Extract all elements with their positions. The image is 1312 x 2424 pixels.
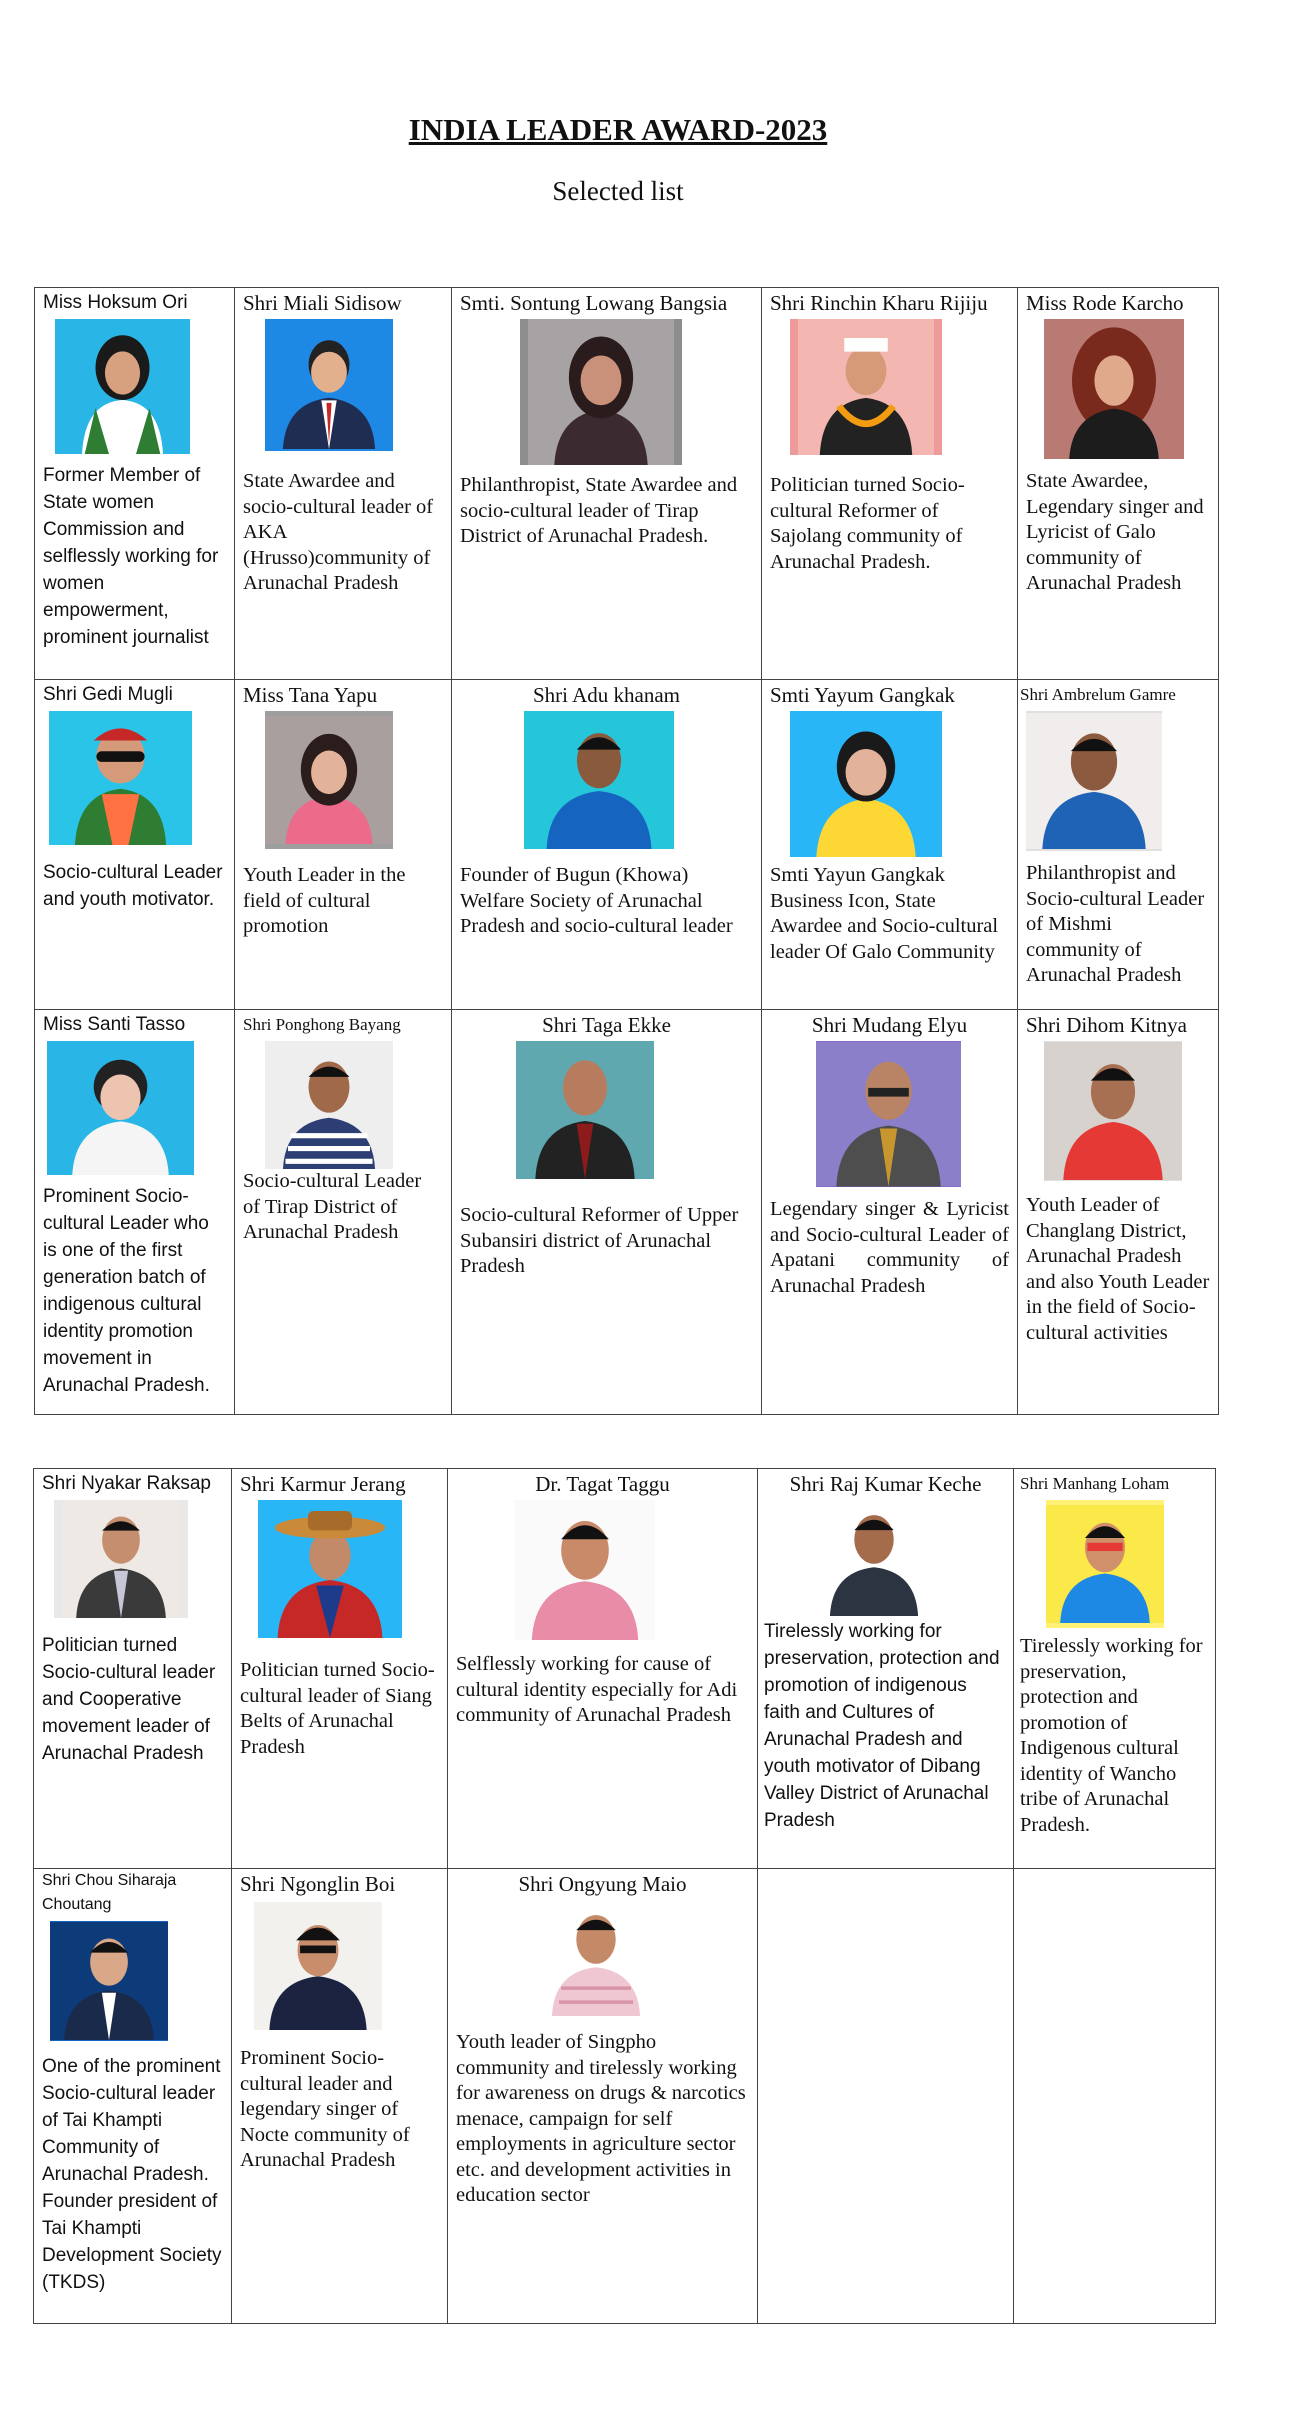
- portrait-icon: [258, 1500, 402, 1638]
- awardee-name: Shri Raj Kumar Keche: [789, 1472, 982, 1496]
- awardee-card: [762, 680, 1018, 1010]
- awardee-card: [34, 1469, 232, 1869]
- awardee-card: [1018, 1010, 1219, 1415]
- awardee-name: Miss Hoksum Ori: [43, 292, 188, 313]
- portrait-icon: [265, 319, 393, 451]
- awardee-card: [448, 1469, 758, 1869]
- portrait-icon: [1046, 1500, 1164, 1628]
- awardee-description: Prominent Socio-cultural leader and legendary singer of Nocte community of Arunachal Pradesh: [240, 2047, 410, 2171]
- awardee-description: Philanthropist and Socio-cultural Leader of Mishmi community of Arunachal Pradesh: [1026, 862, 1205, 986]
- awardee-name: Shri Ponghong Bayang: [243, 1015, 401, 1034]
- awardee-description: Tirelessly working for preservation, protection and promotion of indigenous faith and Cultures of Arunachal Pradesh and youth motivator of Dibang Valley District of Arunachal Pradesh: [764, 1621, 1000, 1831]
- awardee-table-1: [34, 287, 1219, 1415]
- awardee-name: Smti. Sontung Lowang Bangsia: [460, 291, 728, 315]
- awardee-description: Politician turned Socio-cultural leader of Siang Belts of Arunachal Pradesh: [240, 1659, 435, 1758]
- awardee-description: Politician turned Socio-cultural Reformer of Sajolang community of Arunachal Pradesh.: [770, 474, 965, 573]
- awardee-description: Former Member of State women Commission and selflessly working for women empowerment, prominent journalist: [43, 465, 219, 648]
- portrait-icon: [816, 1041, 961, 1187]
- empty-cell: [758, 1869, 1014, 2324]
- portrait-icon: [254, 1900, 382, 2032]
- awardee-description: One of the prominent Socio-cultural leader of Tai Khampti Community of Arunachal Pradesh. Founder president of Tai Khampti Development Society (TKDS): [42, 2056, 222, 2293]
- awardee-card: [758, 1469, 1014, 1869]
- awardee-card: [235, 288, 452, 680]
- portrait-icon: [812, 1500, 936, 1616]
- awardee-description: Tirelessly working for preservation, protection and promotion of Indigenous cultural identity of Wancho tribe of Arunachal Pradesh.: [1020, 1635, 1203, 1836]
- awardee-description: Youth Leader of Changlang District, Arunachal Pradesh and also Youth Leader in the field of Socio-cultural activities: [1026, 1194, 1210, 1344]
- portrait-icon: [1026, 711, 1162, 851]
- awardee-description: Youth Leader in the field of cultural promotion: [243, 864, 406, 937]
- awardee-description: Socio-cultural Leader and youth motivator.: [43, 862, 223, 910]
- portrait-icon: [50, 1921, 168, 2041]
- awardee-description: State Awardee, Legendary singer and Lyricist of Galo community of Arunachal Pradesh: [1026, 470, 1204, 594]
- portrait-icon: [265, 1041, 393, 1169]
- awardee-description: Smti Yayun Gangkak Business Icon, State Awardee and Socio-cultural leader Of Galo Community: [770, 864, 999, 963]
- awardee-description: State Awardee and socio-cultural leader of AKA (Hrusso)community of Arunachal Pradesh: [243, 470, 434, 594]
- awardee-name: Shri Ongyung Maio: [518, 1872, 687, 1896]
- awardee-name: Shri Rinchin Kharu Rijiju: [770, 291, 988, 315]
- awardee-description: Socio-cultural Reformer of Upper Subansiri district of Arunachal Pradesh: [460, 1204, 739, 1277]
- portrait-icon: [1044, 319, 1184, 459]
- awardee-card: [35, 288, 235, 680]
- awardee-description: Selflessly working for cause of cultural identity especially for Adi community of Arunachal Pradesh: [456, 1653, 738, 1726]
- portrait-icon: [265, 711, 393, 849]
- awardee-name: Shri Dihom Kitnya: [1026, 1013, 1187, 1037]
- portrait-icon: [524, 711, 674, 849]
- portrait-icon: [790, 711, 942, 857]
- awardee-card: [232, 1469, 448, 1869]
- awardee-card: [232, 1869, 448, 2324]
- awardee-card: [1018, 288, 1219, 680]
- awardee-name: Miss Tana Yapu: [243, 683, 378, 707]
- awardee-table-2: [33, 1468, 1216, 2324]
- portrait-icon: [47, 1041, 194, 1175]
- awardee-description: Socio-cultural Leader of Tirap District of Arunachal Pradesh: [243, 1170, 422, 1243]
- awardee-description: Philanthropist, State Awardee and socio-cultural leader of Tirap District of Arunachal Pradesh.: [460, 474, 738, 547]
- awardee-card: [452, 288, 762, 680]
- empty-cell: [1014, 1869, 1216, 2324]
- portrait-icon: [790, 319, 942, 455]
- portrait-icon: [49, 711, 192, 845]
- awardee-name: Dr. Tagat Taggu: [535, 1472, 670, 1496]
- awardee-card: [762, 288, 1018, 680]
- portrait-icon: [520, 319, 682, 465]
- awardee-card: [452, 680, 762, 1010]
- awardee-name: Shri Mudang Elyu: [811, 1013, 968, 1037]
- awardee-name: Shri Karmur Jerang: [240, 1472, 406, 1496]
- awardee-card: [34, 1869, 232, 2324]
- awardee-card: [448, 1869, 758, 2324]
- awardee-name: Miss Santi Tasso: [43, 1014, 186, 1035]
- page-subtitle: Selected list: [552, 176, 684, 206]
- awardee-card: [762, 1010, 1018, 1415]
- awardee-name: Smti Yayum Gangkak: [770, 683, 955, 707]
- awardee-card: [452, 1010, 762, 1415]
- awardee-name: Shri Chou Siharaja Choutang: [42, 1872, 177, 1913]
- awardee-card: [1018, 680, 1219, 1010]
- page-title: INDIA LEADER AWARD-2023: [408, 112, 828, 147]
- awardee-card: [235, 680, 452, 1010]
- portrait-icon: [510, 1500, 660, 1640]
- awardee-card: [35, 1010, 235, 1415]
- awardee-card: [1014, 1469, 1216, 1869]
- portrait-icon: [55, 319, 190, 454]
- awardee-name: Shri Ambrelum Gamre: [1020, 685, 1176, 704]
- awardee-description: Prominent Socio-cultural Leader who is one of the first generation batch of indigenous cultural identity promotion movement in Arunachal Pradesh.: [43, 1186, 210, 1396]
- awardee-description: Legendary singer & Lyricist and Socio-cultural Leader of Apatani community of Arunachal Pradesh: [770, 1198, 1009, 1297]
- awardee-name: Shri Gedi Mugli: [43, 684, 173, 705]
- awardee-name: Shri Nyakar Raksap: [42, 1473, 211, 1494]
- portrait-icon: [54, 1500, 188, 1618]
- awardee-name: Shri Taga Ekke: [542, 1013, 671, 1037]
- awardee-name: Shri Adu khanam: [533, 683, 680, 707]
- awardee-description: Youth leader of Singpho community and tirelessly working for awareness on drugs & narcotics menace, campaign for self employments in agriculture sector etc. and development activities in education sector: [456, 2031, 746, 2206]
- awardee-description: Politician turned Socio-cultural leader and Cooperative movement leader of Arunachal Pradesh: [42, 1635, 216, 1764]
- portrait-icon: [1044, 1041, 1182, 1181]
- portrait-icon: [516, 1041, 654, 1179]
- awardee-name: Miss Rode Karcho: [1026, 291, 1184, 315]
- awardee-name: Shri Manhang Loham: [1020, 1474, 1170, 1493]
- portrait-icon: [532, 1900, 660, 2016]
- awardee-name: Shri Miali Sidisow: [243, 291, 402, 315]
- awardee-card: [235, 1010, 452, 1415]
- awardee-card: [35, 680, 235, 1010]
- awardee-description: Founder of Bugun (Khowa) Welfare Society of Arunachal Pradesh and socio-cultural leader: [460, 864, 733, 937]
- awardee-name: Shri Ngonglin Boi: [240, 1872, 396, 1896]
